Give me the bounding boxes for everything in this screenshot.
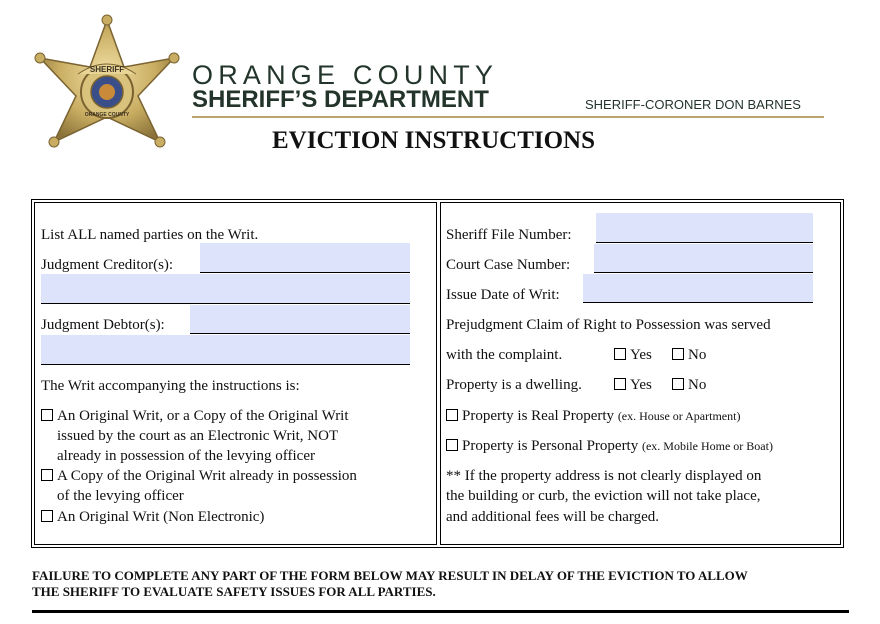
org-name: ORANGE COUNTY <box>192 60 499 90</box>
warning-line: THE SHERIFF TO EVALUATE SAFETY ISSUES FOR ALL PARTIES. <box>32 584 436 599</box>
writ-copy-checkbox[interactable] <box>41 469 53 481</box>
sheriff-file-number-field[interactable] <box>596 213 813 243</box>
issue-date-underline <box>583 302 813 303</box>
address-note: the building or curb, the eviction will not take place, <box>446 488 761 504</box>
address-note: ** If the property address is not clearly displayed on <box>446 468 762 484</box>
writ-option-text: A Copy of the Original Writ already in possession <box>57 468 357 484</box>
personal-property-option <box>446 439 773 454</box>
writ-option-text: issued by the court as an Electronic Writ, NOT <box>57 428 339 444</box>
warning-line: FAILURE TO COMPLETE ANY PART OF THE FORM BELOW MAY RESULT IN DELAY OF THE EVICTION TO ALLOW <box>32 568 748 583</box>
sheriff-coroner-name: SHERIFF-CORONER DON BARNES <box>585 97 801 112</box>
personal-property-checkbox[interactable] <box>446 439 458 451</box>
yes-label: Yes <box>630 347 652 363</box>
dwelling-yes-option <box>614 378 652 393</box>
debtor-underline <box>190 333 410 334</box>
issue-date-field[interactable] <box>583 274 813 303</box>
judgment-creditor-field[interactable] <box>200 243 410 273</box>
complaint-yes-checkbox[interactable] <box>614 348 626 360</box>
judgment-debtor-field-2[interactable] <box>41 335 410 364</box>
creditor-underline-2 <box>41 303 410 304</box>
writ-option-text: of the levying officer <box>57 488 184 504</box>
complaint-yes-option <box>614 348 652 363</box>
sheriff-badge-icon <box>34 14 180 164</box>
address-note: and additional fees will be charged. <box>446 509 659 525</box>
page-title: EVICTION INSTRUCTIONS <box>272 127 595 154</box>
dwelling-no-option <box>672 378 706 393</box>
badge-text-bottom: ORANGE COUNTY <box>84 112 130 118</box>
parties-instruction: List ALL named parties on the Writ. <box>41 227 259 243</box>
writ-type-question: The Writ accompanying the instructions is: <box>41 378 300 394</box>
issue-date-label: Issue Date of Writ: <box>446 287 560 303</box>
judgment-debtor-field[interactable] <box>190 305 410 334</box>
complaint-no-checkbox[interactable] <box>672 348 684 360</box>
judgment-creditor-field-2[interactable] <box>41 274 410 303</box>
real-property-label: Property is Real Property <box>462 408 615 424</box>
sheriff-file-number-label: Sheriff File Number: <box>446 227 572 243</box>
complaint-no-option <box>672 348 706 363</box>
dwelling-label: Property is a dwelling. <box>446 377 582 393</box>
dwelling-yes-checkbox[interactable] <box>614 378 626 390</box>
real-property-checkbox[interactable] <box>446 409 458 421</box>
real-property-option <box>446 409 740 424</box>
creditor-underline <box>200 272 410 273</box>
header-divider <box>192 116 824 118</box>
no-label: No <box>688 347 707 363</box>
personal-property-label: Property is Personal Property <box>462 438 639 454</box>
writ-option-text: already in possession of the levying officer <box>57 448 315 464</box>
prejudgment-claim-text-2: with the complaint. <box>446 347 563 363</box>
writ-option-electronic <box>41 409 349 424</box>
personal-property-example: (ex. Mobile Home or Boat) <box>641 439 773 453</box>
no-label: No <box>688 377 707 393</box>
writ-original-checkbox[interactable] <box>41 510 53 522</box>
writ-option-text: An Original Writ, or a Copy of the Original Writ <box>57 408 349 424</box>
writ-option-text: An Original Writ (Non Electronic) <box>57 509 265 525</box>
court-case-number-label: Court Case Number: <box>446 257 571 273</box>
badge-text-top: SHERIFF <box>89 65 125 74</box>
bottom-divider <box>32 610 849 613</box>
yes-label: Yes <box>630 377 652 393</box>
file-number-underline <box>596 242 813 243</box>
writ-electronic-checkbox[interactable] <box>41 409 53 421</box>
case-number-underline <box>594 272 813 273</box>
writ-option-copy <box>41 469 357 484</box>
judgment-debtor-label: Judgment Debtor(s): <box>41 317 165 333</box>
prejudgment-claim-text: Prejudgment Claim of Right to Possession was served <box>446 317 771 333</box>
debtor-underline-2 <box>41 364 410 365</box>
court-case-number-field[interactable] <box>594 244 813 273</box>
judgment-creditor-label: Judgment Creditor(s): <box>41 257 174 273</box>
writ-option-original <box>41 510 264 525</box>
dwelling-no-checkbox[interactable] <box>672 378 684 390</box>
org-department: SHERIFF’S DEPARTMENT <box>192 86 489 113</box>
real-property-example: (ex. House or Apartment) <box>617 409 741 423</box>
failure-warning <box>32 568 852 600</box>
